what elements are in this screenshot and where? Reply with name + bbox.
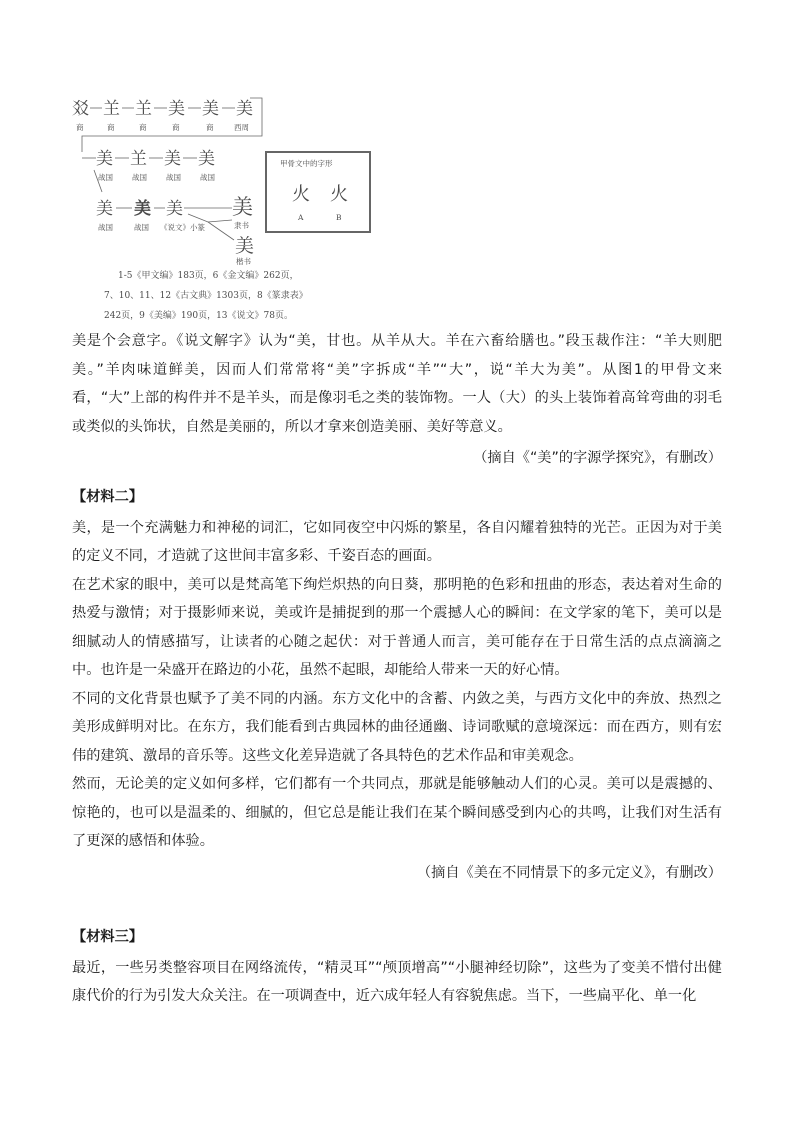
label-shang-3: 商 <box>139 123 147 132</box>
material-2-source: （摘自《美在不同情景下的多元定义》，有删改） <box>416 864 722 881</box>
inset-label-a: A <box>298 213 304 222</box>
label-shang-5: 商 <box>206 123 214 132</box>
glyph-zhanguo-4: 美 <box>198 149 215 169</box>
material-1-source: （摘自《“美”的字源学探究》，有删改） <box>473 450 722 466</box>
glyph-lishu: 美 <box>232 195 253 219</box>
material-2-paragraph-3: 不同的文化背景也赋予了美不同的内涵。东方文化中的含蓄、内敛之美，与西方文化中的奔放、热烈之美形成鲜明对比。在东方，我们能看到古典园林的曲径通幽、诗词歌赋的意境深远：而在西方，则有宏伟的建筑、激昂的音乐等。这些文化差异造就了各具特色的艺术作品和审美观念。 <box>72 690 722 764</box>
glyph-kaishu: 美 <box>235 235 255 257</box>
label-shang-1: 商 <box>76 123 84 132</box>
material-2-paragraph-4: 然而，无论美的定义如何多样，它们都有一个共同点，那就是能够触动人们的心灵。美可以是震撼的、惊艳的，也可以是温柔的、细腻的，但它总是能让我们在某个瞬间感受到内心的共鸣，让我们对生活有了更深的感悟和体验。 <box>72 776 722 849</box>
material-3-heading: 【材料三】 <box>72 929 143 945</box>
glyph-xiaozhuan: 美 <box>166 199 183 219</box>
inset-box-title: 甲骨文中的字形 <box>280 159 333 168</box>
label-xiaozhuan: 《说文》小篆 <box>160 223 205 232</box>
figure-notes <box>104 269 308 321</box>
figure-note-1: 1-5《甲文编》183页，6《金文编》262页， <box>118 271 299 281</box>
glyph-shang-3: 𦍌 <box>135 99 152 119</box>
glyph-xizhou: 美 <box>236 99 253 119</box>
glyph-zhanguo-6: 美 <box>134 199 151 219</box>
label-zhanguo-2: 战国 <box>132 173 147 182</box>
label-zhanguo-3: 战国 <box>166 173 181 182</box>
label-zhanguo-1: 战国 <box>98 173 113 182</box>
glyph-zhanguo-3: 美 <box>164 149 181 169</box>
material-3-section <box>72 923 722 1011</box>
label-xizhou: 西周 <box>234 123 249 132</box>
label-lishu: 隶书 <box>234 221 249 230</box>
figure-row-1 <box>72 98 262 152</box>
label-shang-4: 商 <box>172 123 180 132</box>
inset-label-b: B <box>336 213 342 222</box>
character-evolution-figure <box>72 92 392 324</box>
glyph-shang-2: 𦍌 <box>103 99 120 119</box>
figure-row-2 <box>82 149 215 192</box>
material-1-section <box>72 327 722 473</box>
material-3-paragraph: 最近，一些另类整容项目在网络流传，“精灵耳”“颅顶增高”“小腿神经切除”，这些为了变美不惜付出健康代价的行为引发大众关注。在一项调查中，近六成年轻人有容貌焦虑。当下，一些扁平化、单一化 <box>72 959 722 1004</box>
label-zhanguo-6: 战国 <box>134 223 149 232</box>
material-2-paragraph-1: 美，是一个充满魅力和神秘的词汇，它如同夜空中闪烁的繁星，各自闪耀着独特的光芒。正因为对于美的定义不同，才造就了这世间丰富多彩、千姿百态的画面。 <box>72 519 722 564</box>
label-shang-2: 商 <box>107 123 115 132</box>
glyph-zhanguo-5: 美 <box>96 199 113 219</box>
inset-box <box>266 152 370 232</box>
inset-glyph-a: 火 <box>292 184 310 205</box>
glyph-shang-5: 美 <box>202 99 219 119</box>
label-zhanguo-4: 战国 <box>200 173 215 182</box>
glyph-zhanguo-1: 美 <box>96 149 113 169</box>
figure-row-3 <box>96 195 254 266</box>
material-1-paragraph: 美是个会意字。《说文解字》认为“美，甘也。从羊从大。羊在六畜给膳也。”段玉裁作注：“羊大则肥美。”羊肉味道鲜美，因而人们常常将“美”字拆成“羊”“大”，说“羊大为美”。从图1的甲骨文来看，“大”上部的构件并不是羊头，而是像羽毛之类的装饰物。一人（大）的头上装饰着高耸弯曲的羽毛或类似的头饰状，自然是美丽的，所以才拿来创造美丽、美好等意义。 <box>72 333 722 435</box>
inset-glyph-b: 火 <box>330 184 348 205</box>
material-2-paragraph-2: 在艺术家的眼中，美可以是梵高笔下绚烂炽热的向日葵，那明艳的色彩和扭曲的形态，表达着对生命的热爱与激情；对于摄影师来说，美或许是捕捉到的那一个震撼人心的瞬间：在文学家的笔下，美可以是细腻动人的情感描写，让读者的心随之起伏：对于普通人而言，美可能存在于日常生活的点点滴滴之中。也许是一朵盛开在路边的小花，虽然不起眼，却能给人带来一天的好心情。 <box>72 576 722 678</box>
glyph-shang-4: 美 <box>168 99 185 119</box>
material-2-heading: 【材料二】 <box>72 489 143 505</box>
glyph-shang-1: 㸚 <box>72 99 89 119</box>
material-2-section <box>72 483 722 887</box>
glyph-zhanguo-2: 𦍌 <box>130 149 147 169</box>
figure-note-2: 7、10、11、12《古文典》1303页，8《篆隶表》 <box>104 291 308 301</box>
label-zhanguo-5: 战国 <box>98 223 113 232</box>
label-kaishu: 楷书 <box>236 257 251 266</box>
figure-note-3: 242页，9《美编》190页，13《说文》78页。 <box>104 311 293 321</box>
